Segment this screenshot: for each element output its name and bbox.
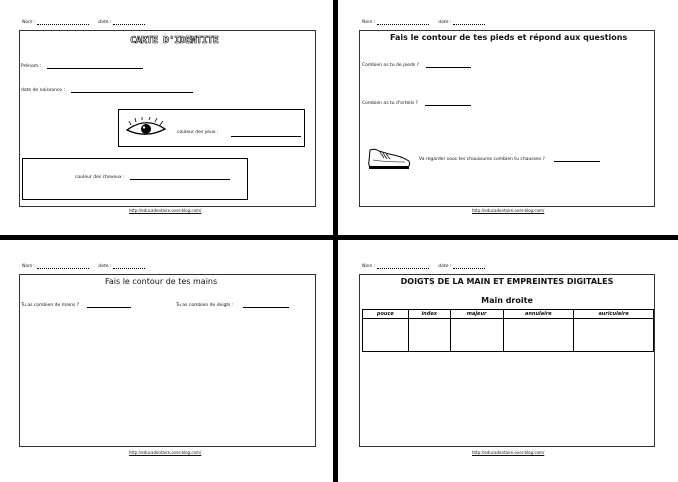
sheet2-header xyxy=(362,20,485,25)
sheet3-footer[interactable]: http://educadentaire.over-blog.com/ xyxy=(129,450,202,455)
sheet1-header xyxy=(22,20,145,25)
toes-question: Combien as tu d'orteils ? xyxy=(362,101,418,106)
hair-color-box xyxy=(22,158,248,200)
nom-label: Nom : xyxy=(362,20,376,25)
eye-icon xyxy=(125,117,167,139)
feet-blank xyxy=(426,67,471,68)
eyes-row xyxy=(177,130,219,135)
sheet4-footer[interactable]: http://educadentaire.over-blog.com/ xyxy=(472,450,545,455)
sheet3-frame xyxy=(19,274,316,447)
hands-blank xyxy=(87,307,131,308)
date-line xyxy=(453,268,485,269)
eyes-label: couleur des yeux : xyxy=(177,130,219,135)
sheet4-subtitle: Main droite xyxy=(481,296,533,305)
nom-label: Nom : xyxy=(362,264,376,269)
nom-label: Nom : xyxy=(22,20,36,25)
eyes-blank xyxy=(231,136,301,137)
col-auriculaire: auriculaire xyxy=(574,310,654,319)
fingerprint-header-row xyxy=(363,310,654,319)
fingers-question-row xyxy=(176,303,289,308)
toes-question-row xyxy=(362,101,471,106)
cell-pouce xyxy=(363,319,409,352)
prenom-blank xyxy=(47,68,103,69)
hair-label: couleur des cheveux : xyxy=(75,175,125,180)
col-index: index xyxy=(408,310,450,319)
fingers-question: Tu as combien de doigts : xyxy=(176,303,234,308)
date-line xyxy=(453,24,485,25)
date-line xyxy=(113,24,145,25)
fingerprint-cells-row xyxy=(363,319,654,352)
cell-auriculaire xyxy=(574,319,654,352)
nom-line xyxy=(377,268,429,269)
hair-row xyxy=(75,175,230,180)
col-pouce: pouce xyxy=(363,310,409,319)
hands-question: Tu as combien de mains ? xyxy=(21,303,80,308)
sheet4-title: DOIGTS DE LA MAIN ET EMPREINTES DIGITALES xyxy=(400,277,614,286)
fingerprint-table xyxy=(362,309,654,352)
prenom-blank-2 xyxy=(103,68,143,69)
birth-label: date de naissance : xyxy=(21,88,65,93)
date-label: date : xyxy=(98,20,112,25)
date-label: date : xyxy=(438,264,452,269)
sheet1-footer[interactable]: http://educadentaire.over-blog.com/ xyxy=(129,208,202,213)
col-majeur: majeur xyxy=(450,310,503,319)
sheet3-title: Fais le contour de tes mains xyxy=(105,277,218,286)
prenom-label: Prénom : xyxy=(21,64,42,69)
feet-question-row xyxy=(362,63,471,68)
shoe-size-question: Va regarder sous tes chaussures combien tu chausses ? xyxy=(419,157,545,162)
cell-index xyxy=(408,319,450,352)
date-line xyxy=(113,268,145,269)
sheet1-title: CARTE D'IDENTITE xyxy=(130,35,219,46)
shoe-icon xyxy=(367,146,413,172)
feet-question: Combien as tu de pieds ? xyxy=(362,63,419,68)
prenom-row xyxy=(21,64,143,69)
cell-majeur xyxy=(450,319,503,352)
fingers-blank xyxy=(243,307,289,308)
hair-blank xyxy=(130,179,230,180)
nom-line xyxy=(37,268,89,269)
sheet3-header xyxy=(22,264,145,269)
eye-color-box xyxy=(118,109,305,147)
col-annulaire: annulaire xyxy=(503,310,574,319)
horizontal-divider xyxy=(0,235,678,240)
shoe-size-row xyxy=(419,157,600,162)
hands-question-row xyxy=(21,303,131,308)
date-label: date : xyxy=(438,20,452,25)
nom-line xyxy=(377,24,429,25)
sheet4-header xyxy=(362,264,485,269)
sheet2-footer[interactable]: http://educadentaire.over-blog.com/ xyxy=(472,208,545,213)
nom-label: Nom : xyxy=(22,264,36,269)
nom-line xyxy=(37,24,89,25)
birth-blank xyxy=(71,92,193,93)
birth-row xyxy=(21,88,193,93)
shoe-size-blank xyxy=(554,161,600,162)
cell-annulaire xyxy=(503,319,574,352)
date-label: date : xyxy=(98,264,112,269)
sheet2-frame xyxy=(359,30,655,207)
sheet2-title: Fais le contour de tes pieds et répond aux questions xyxy=(390,33,628,42)
vertical-divider xyxy=(333,0,338,482)
toes-blank xyxy=(425,105,471,106)
